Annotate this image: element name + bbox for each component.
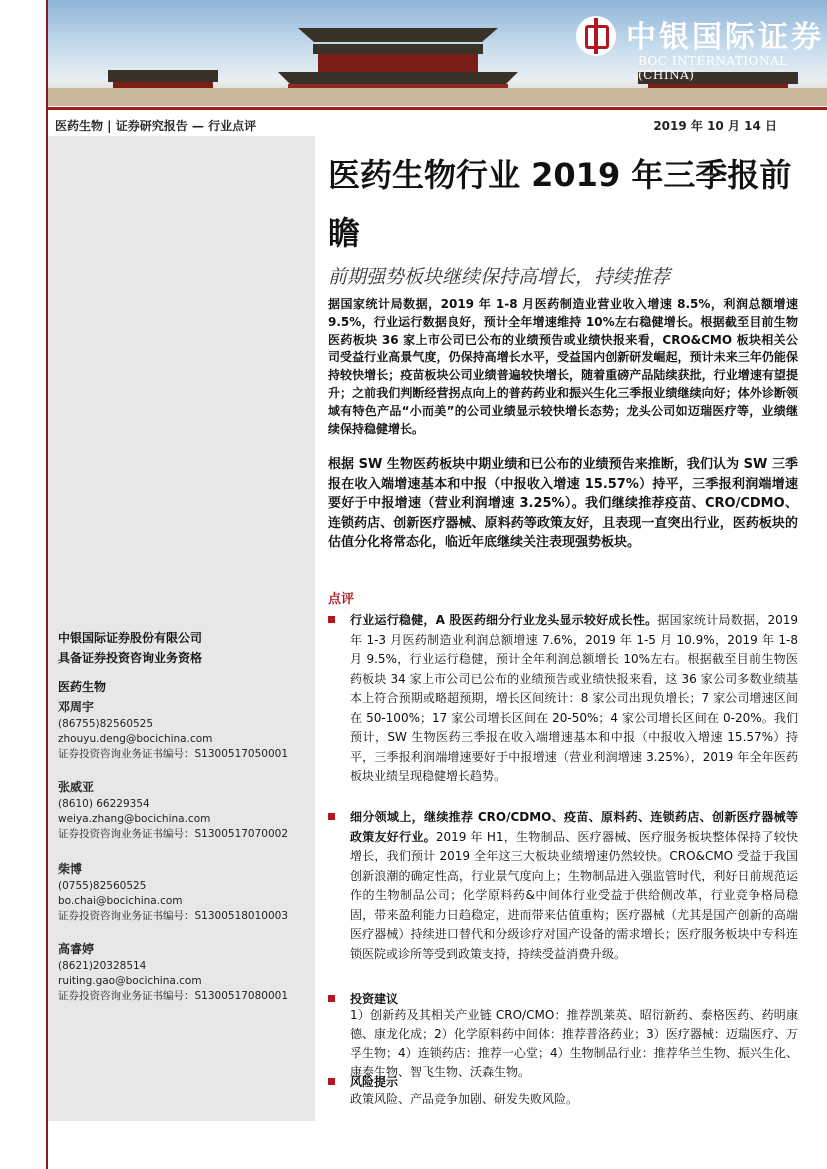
logo-chinese-text: 中银国际证券 <box>626 20 824 55</box>
analyst-email[interactable]: zhouyu.deng@bocichina.com <box>58 733 213 745</box>
bullet-square-icon <box>328 616 335 623</box>
company-block <box>58 628 202 668</box>
bullet-square-icon <box>328 995 335 1002</box>
bullet-square-icon <box>328 813 335 820</box>
bullet-square-icon <box>328 1078 335 1085</box>
analyst-email[interactable]: bo.chai@bocichina.com <box>58 895 183 907</box>
company-name: 中银国际证券股份有限公司 <box>58 631 203 645</box>
analyst-card <box>58 862 313 924</box>
analyst-cert: 证券投资咨询业务证书编号：S1300517050001 <box>58 748 289 760</box>
company-qualification: 具备证券投资咨询业务资格 <box>58 651 203 665</box>
risk-text: 政策风险、产品竞争加剧、研发失败风险。 <box>350 1092 579 1106</box>
summary-paragraph-1: 据国家统计局数据，2019 年 1-8 月医药制造业营业收入增速 8.5%，利润总额增速 9.5%，行业运行数据良好，预计全年增速维持 10%左右稳健增长。根据截至目前生物医药板块 36 家上市公司已公布的业绩预告或业绩快报来看，CRO&CMO 板块相关公司受益行业高景气度，仍保持高增长水平，受益国内创新研发崛起，预计未来三年仍能保持较快增长；疫苗板块公司业绩普遍较快增长，随着重磅产品陆续获批，行业增速有望提升；之前我们判断经营拐点向上的普药药业和振兴生化三季报业绩继续向好；体外诊断领域有特色产品“小而美”的公司业绩显示较快增长态势；龙头公司如迈瑞医疗等，业绩继续保持稳健增长。 <box>328 297 798 436</box>
analyst-name: 邓周宇 <box>58 700 95 714</box>
logo-english-text: BOC INTERNATIONAL (CHINA) <box>638 54 788 82</box>
summary-paragraph-2: 根据 SW 生物医药板块中期业绩和已公布的业绩预告来推断，我们认为 SW 三季报在收入端增速基本和中报（中报收入增速 15.57%）持平，三季报利润端增速要好于中报增速（营业利润增速 3.25%）。我们继续推荐疫苗、CRO/CDMO、连锁药店、创新医疗器械、原料药等政策友好，且表现一直突出行业，医药板块的估值分化将常态化，临近年底继续关注表现强势板块。 <box>328 457 798 550</box>
investment-advice-text: 1）创新药及其相关产业链 CRO/CMO：推荐凯莱英、昭衍新药、泰格医药、药明康德、康龙化成；2）化学原料药中间体：推荐普洛药业；3）医疗器械：迈瑞医疗、万孚生物；4）连锁药店：推荐一心堂；4）生物制品行业：推荐华兰生物、振兴生化、康泰生物、智飞生物、沃森生物。 <box>350 1008 798 1079</box>
boc-logo-icon <box>576 16 616 56</box>
page-subtitle: 前期强势板块继续保持高增长，持续推荐 <box>328 266 671 288</box>
analyst-card <box>58 700 313 762</box>
bullet-text: 据国家统计局数据，2019 年 1-3 月医药制造业利润总额增速 7.6%，2019 年 1-5 月 10.9%，2019 年 1-8 月 9.5%，行业运行稳健，预计全年利润总额增长 10%左右。根据截至目前生物医药板块 34 家上市公司已公布的业绩预告或业绩快报来看，这 36 家公司多数业绩基本上符合预期或略超预期，增长区间统计：8 家公司出现负增长；7 家公司增速区间在 50-100%；17 家公司增长区间在 20-50%；4 家公司增长区间在 0-20%。我们预计，SW 生物医药三季报在收入端增速基本和中报（中报收入增速 15.57%）持平，三季报利润端增速要好于中报增速（营业利润增速 3.25%），2019 年全年医药板块业绩呈现稳健增长趋势。 <box>350 613 798 783</box>
analyst-cert: 证券投资咨询业务证书编号：S1300517070002 <box>58 828 289 840</box>
bullet-text: 2019 年 H1，生物制品、医疗器械、医疗服务板块整体保持了较快增长，我们预计 2019 全年这三大板块业绩增速仍然较快。CRO&CMO 受益于我国创新浪潮的确定性高，行业景气度向上；生物制品进入强监管时代，利好日前规范运作的生物制品公司；化学原料药&中间体行业受益于供给侧改革，行业竞争格局稳固，带来盈利能力日趋稳定，进而带来估值重构；医疗器械（尤其是国产创新的高端医疗器械）持续进口替代和分级诊疗对国产设备的需求增长；医疗服务板块中专科连锁医院或诊所等受到政策支持，持续受益消费升级。 <box>350 829 798 961</box>
analyst-phone: (8621)20328514 <box>58 960 147 972</box>
analyst-email[interactable]: weiya.zhang@bocichina.com <box>58 813 211 825</box>
header-divider <box>48 107 827 110</box>
analyst-card <box>58 780 313 842</box>
analyst-cert: 证券投资咨询业务证书编号：S1300518010003 <box>58 910 289 922</box>
palace-roof-shape <box>298 28 498 42</box>
analyst-email[interactable]: ruiting.gao@bocichina.com <box>58 975 202 987</box>
analyst-phone: (8610) 66229354 <box>58 798 150 810</box>
analyst-name: 柴博 <box>58 862 83 876</box>
bullet-segments <box>328 808 798 964</box>
page-title: 医药生物行业 2019 年三季报前瞻 <box>328 156 792 252</box>
analyst-phone: (8675​5)82560525 <box>58 718 154 730</box>
sector-label: 医药生物 <box>58 680 107 694</box>
bullet-industry <box>328 611 798 787</box>
bullet-lead: 细分领域上，继续推荐 CRO/CDMO、疫苗、原料药、连锁药店、创新医疗器械等政策友好行业。 <box>350 810 798 844</box>
analyst-card <box>58 942 313 1004</box>
report-date: 2019 年 10 月 14 日 <box>653 119 777 133</box>
header-banner-image <box>48 0 827 106</box>
analyst-name: 高睿婷 <box>58 942 95 956</box>
section-label-comment: 点评 <box>328 592 355 607</box>
breadcrumb: 医药生物 | 证券研究报告 — 行业点评 <box>55 119 257 133</box>
bullet-lead: 风险提示 <box>350 1075 399 1089</box>
bullet-lead: 行业运行稳健，A 股医药细分行业龙头显示较好成长性。 <box>350 613 658 627</box>
bullet-lead: 投资建议 <box>350 992 399 1006</box>
analyst-cert: 证券投资咨询业务证书编号：S1300517080001 <box>58 990 289 1002</box>
analyst-phone: (0755)82560525 <box>58 880 147 892</box>
plaza-ground <box>48 88 827 106</box>
analyst-name: 张威亚 <box>58 780 95 794</box>
